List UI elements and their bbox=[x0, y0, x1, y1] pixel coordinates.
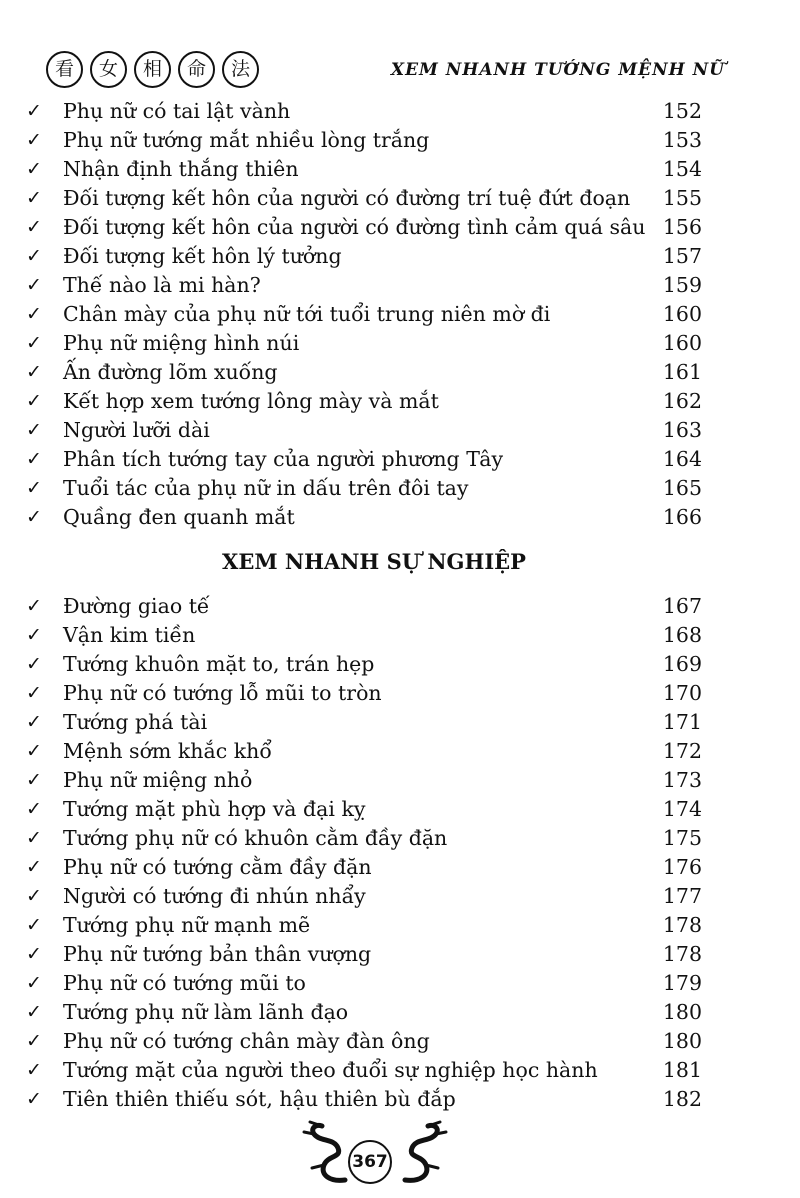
toc-entry-page: 181 bbox=[662, 1058, 702, 1082]
toc-entry-title: Người có tướng đi nhún nhẩy bbox=[63, 884, 366, 908]
toc-entry-page: 178 bbox=[662, 942, 702, 966]
toc-entry-page: 154 bbox=[662, 157, 702, 181]
toc-entry-title: Tuổi tác của phụ nữ in dấu trên đôi tay bbox=[63, 476, 469, 500]
toc-entry-title: Phụ nữ miệng hình núi bbox=[63, 331, 300, 355]
toc-entry-page: 157 bbox=[662, 244, 702, 268]
toc-entry-page: 165 bbox=[662, 476, 702, 500]
check-mark-icon: ✓ bbox=[26, 740, 42, 762]
toc-entry-page: 176 bbox=[662, 855, 702, 879]
toc-entry-title: Tướng phá tài bbox=[63, 710, 208, 734]
toc-entry bbox=[26, 708, 702, 737]
toc-entry-page: 156 bbox=[662, 215, 702, 239]
toc-entry-title: Phụ nữ có tai lật vành bbox=[63, 99, 291, 123]
check-mark-icon: ✓ bbox=[26, 972, 42, 994]
toc-entry-title: Đối tượng kết hôn của người có đường tình cảm quá sâu bbox=[63, 215, 646, 239]
toc-entry bbox=[26, 998, 702, 1027]
toc-list-bottom bbox=[26, 592, 702, 1114]
toc-entry bbox=[26, 737, 702, 766]
toc-entry-page: 160 bbox=[662, 331, 702, 355]
toc-entry-title: Phụ nữ có tướng chân mày đàn ông bbox=[63, 1029, 430, 1053]
toc-entry bbox=[26, 1056, 702, 1085]
toc-entry-title: Tướng khuôn mặt to, trán hẹp bbox=[63, 652, 375, 676]
toc-entry bbox=[26, 882, 702, 911]
check-mark-icon: ✓ bbox=[26, 798, 42, 820]
check-mark-icon: ✓ bbox=[26, 129, 42, 151]
toc-entry bbox=[26, 1027, 702, 1056]
toc-entry-title: Phụ nữ có tướng mũi to bbox=[63, 971, 306, 995]
toc-entry-page: 174 bbox=[662, 797, 702, 821]
check-mark-icon: ✓ bbox=[26, 1059, 42, 1081]
toc-entry-title: Thế nào là mi hàn? bbox=[63, 273, 261, 297]
toc-entry-title: Tướng phụ nữ làm lãnh đạo bbox=[63, 1000, 349, 1024]
toc-entry bbox=[26, 358, 702, 387]
page-footer bbox=[300, 1110, 500, 1190]
table-of-contents bbox=[26, 97, 702, 1114]
seal-character: 相 bbox=[134, 51, 171, 88]
toc-entry-page: 179 bbox=[662, 971, 702, 995]
toc-entry bbox=[26, 679, 702, 708]
toc-entry-page: 177 bbox=[662, 884, 702, 908]
toc-entry-page: 168 bbox=[662, 623, 702, 647]
toc-entry bbox=[26, 853, 702, 882]
toc-entry-title: Đối tượng kết hôn của người có đường trí tuệ đứt đoạn bbox=[63, 186, 631, 210]
check-mark-icon: ✓ bbox=[26, 624, 42, 646]
seal-character: 法 bbox=[222, 51, 259, 88]
check-mark-icon: ✓ bbox=[26, 856, 42, 878]
toc-entry-page: 164 bbox=[662, 447, 702, 471]
toc-entry-page: 172 bbox=[662, 739, 702, 763]
toc-entry bbox=[26, 795, 702, 824]
seal-character: 命 bbox=[178, 51, 215, 88]
dragon-ornament-right-icon bbox=[400, 1120, 450, 1190]
toc-entry-title: Vận kim tiền bbox=[63, 623, 196, 647]
check-mark-icon: ✓ bbox=[26, 390, 42, 412]
toc-entry-page: 152 bbox=[662, 99, 702, 123]
seal-character: 女 bbox=[90, 51, 127, 88]
toc-entry-title: Tướng phụ nữ mạnh mẽ bbox=[63, 913, 311, 937]
toc-entry bbox=[26, 824, 702, 853]
toc-entry bbox=[26, 126, 702, 155]
toc-entry-title: Tướng mặt của người theo đuổi sự nghiệp học hành bbox=[63, 1058, 598, 1082]
seal-character: 看 bbox=[46, 51, 83, 88]
check-mark-icon: ✓ bbox=[26, 477, 42, 499]
toc-entry-title: Phụ nữ có tướng cằm đầy đặn bbox=[63, 855, 372, 879]
toc-entry-title: Người lưỡi dài bbox=[63, 418, 210, 442]
toc-entry-page: 162 bbox=[662, 389, 702, 413]
toc-entry-title: Mệnh sớm khắc khổ bbox=[63, 739, 272, 763]
check-mark-icon: ✓ bbox=[26, 653, 42, 675]
check-mark-icon: ✓ bbox=[26, 595, 42, 617]
toc-entry-page: 161 bbox=[662, 360, 702, 384]
check-mark-icon: ✓ bbox=[26, 1001, 42, 1023]
check-mark-icon: ✓ bbox=[26, 769, 42, 791]
toc-entry bbox=[26, 503, 702, 532]
toc-entry bbox=[26, 97, 702, 126]
check-mark-icon: ✓ bbox=[26, 885, 42, 907]
toc-entry-title: Phân tích tướng tay của người phương Tây bbox=[63, 447, 504, 471]
check-mark-icon: ✓ bbox=[26, 361, 42, 383]
toc-entry bbox=[26, 387, 702, 416]
toc-entry-page: 182 bbox=[662, 1087, 702, 1111]
check-mark-icon: ✓ bbox=[26, 711, 42, 733]
toc-entry-title: Tướng mặt phù hợp và đại kỵ bbox=[63, 797, 366, 821]
toc-entry-title: Ấn đường lõm xuống bbox=[63, 360, 278, 384]
toc-entry-page: 153 bbox=[662, 128, 702, 152]
toc-entry-title: Tiên thiên thiếu sót, hậu thiên bù đắp bbox=[63, 1087, 456, 1111]
toc-entry-title: Đối tượng kết hôn lý tưởng bbox=[63, 244, 342, 268]
toc-list-top bbox=[26, 97, 702, 532]
check-mark-icon: ✓ bbox=[26, 332, 42, 354]
toc-entry-page: 159 bbox=[662, 273, 702, 297]
check-mark-icon: ✓ bbox=[26, 1030, 42, 1052]
toc-entry bbox=[26, 445, 702, 474]
check-mark-icon: ✓ bbox=[26, 274, 42, 296]
toc-entry-page: 180 bbox=[662, 1029, 702, 1053]
page-number: 367 bbox=[348, 1140, 392, 1184]
toc-entry bbox=[26, 940, 702, 969]
section-heading: XEM NHANH SỰ NGHIỆP bbox=[222, 549, 526, 574]
check-mark-icon: ✓ bbox=[26, 303, 42, 325]
toc-entry-title: Kết hợp xem tướng lông mày và mắt bbox=[63, 389, 439, 413]
toc-entry-page: 163 bbox=[662, 418, 702, 442]
toc-entry-page: 170 bbox=[662, 681, 702, 705]
toc-entry-title: Chân mày của phụ nữ tới tuổi trung niên mờ đi bbox=[63, 302, 551, 326]
check-mark-icon: ✓ bbox=[26, 187, 42, 209]
toc-entry-page: 173 bbox=[662, 768, 702, 792]
toc-entry-title: Đường giao tế bbox=[63, 594, 210, 618]
check-mark-icon: ✓ bbox=[26, 1088, 42, 1110]
check-mark-icon: ✓ bbox=[26, 506, 42, 528]
toc-entry-page: 175 bbox=[662, 826, 702, 850]
toc-entry-page: 180 bbox=[662, 1000, 702, 1024]
toc-entry bbox=[26, 271, 702, 300]
toc-entry bbox=[26, 416, 702, 445]
check-mark-icon: ✓ bbox=[26, 448, 42, 470]
check-mark-icon: ✓ bbox=[26, 158, 42, 180]
running-header-title: XEM NHANH TƯỚNG MỆNH NỮ bbox=[390, 60, 725, 80]
toc-entry bbox=[26, 650, 702, 679]
check-mark-icon: ✓ bbox=[26, 419, 42, 441]
toc-entry-title: Phụ nữ tướng bản thân vượng bbox=[63, 942, 372, 966]
check-mark-icon: ✓ bbox=[26, 245, 42, 267]
toc-entry bbox=[26, 911, 702, 940]
toc-entry bbox=[26, 766, 702, 795]
toc-entry-title: Phụ nữ tướng mắt nhiều lòng trắng bbox=[63, 128, 430, 152]
toc-entry-title: Nhận định thắng thiên bbox=[63, 157, 299, 181]
check-mark-icon: ✓ bbox=[26, 682, 42, 704]
toc-entry bbox=[26, 213, 702, 242]
toc-entry-title: Phụ nữ miệng nhỏ bbox=[63, 768, 253, 792]
check-mark-icon: ✓ bbox=[26, 943, 42, 965]
dragon-ornament-left-icon bbox=[300, 1120, 350, 1190]
toc-entry-page: 171 bbox=[662, 710, 702, 734]
toc-entry-page: 167 bbox=[662, 594, 702, 618]
toc-entry bbox=[26, 300, 702, 329]
toc-entry bbox=[26, 242, 702, 271]
toc-entry-title: Tướng phụ nữ có khuôn cằm đầy đặn bbox=[63, 826, 448, 850]
seal-row bbox=[46, 51, 259, 88]
toc-entry bbox=[26, 155, 702, 184]
toc-entry-page: 178 bbox=[662, 913, 702, 937]
check-mark-icon: ✓ bbox=[26, 100, 42, 122]
toc-entry bbox=[26, 592, 702, 621]
check-mark-icon: ✓ bbox=[26, 216, 42, 238]
check-mark-icon: ✓ bbox=[26, 827, 42, 849]
toc-entry-title: Quầng đen quanh mắt bbox=[63, 505, 295, 529]
toc-entry-page: 155 bbox=[662, 186, 702, 210]
toc-entry-title: Phụ nữ có tướng lỗ mũi to tròn bbox=[63, 681, 382, 705]
toc-entry-page: 169 bbox=[662, 652, 702, 676]
toc-entry bbox=[26, 621, 702, 650]
toc-entry bbox=[26, 969, 702, 998]
toc-entry bbox=[26, 329, 702, 358]
toc-entry-page: 166 bbox=[662, 505, 702, 529]
toc-entry bbox=[26, 184, 702, 213]
toc-entry-page: 160 bbox=[662, 302, 702, 326]
check-mark-icon: ✓ bbox=[26, 914, 42, 936]
toc-entry bbox=[26, 474, 702, 503]
page-header bbox=[0, 0, 800, 100]
